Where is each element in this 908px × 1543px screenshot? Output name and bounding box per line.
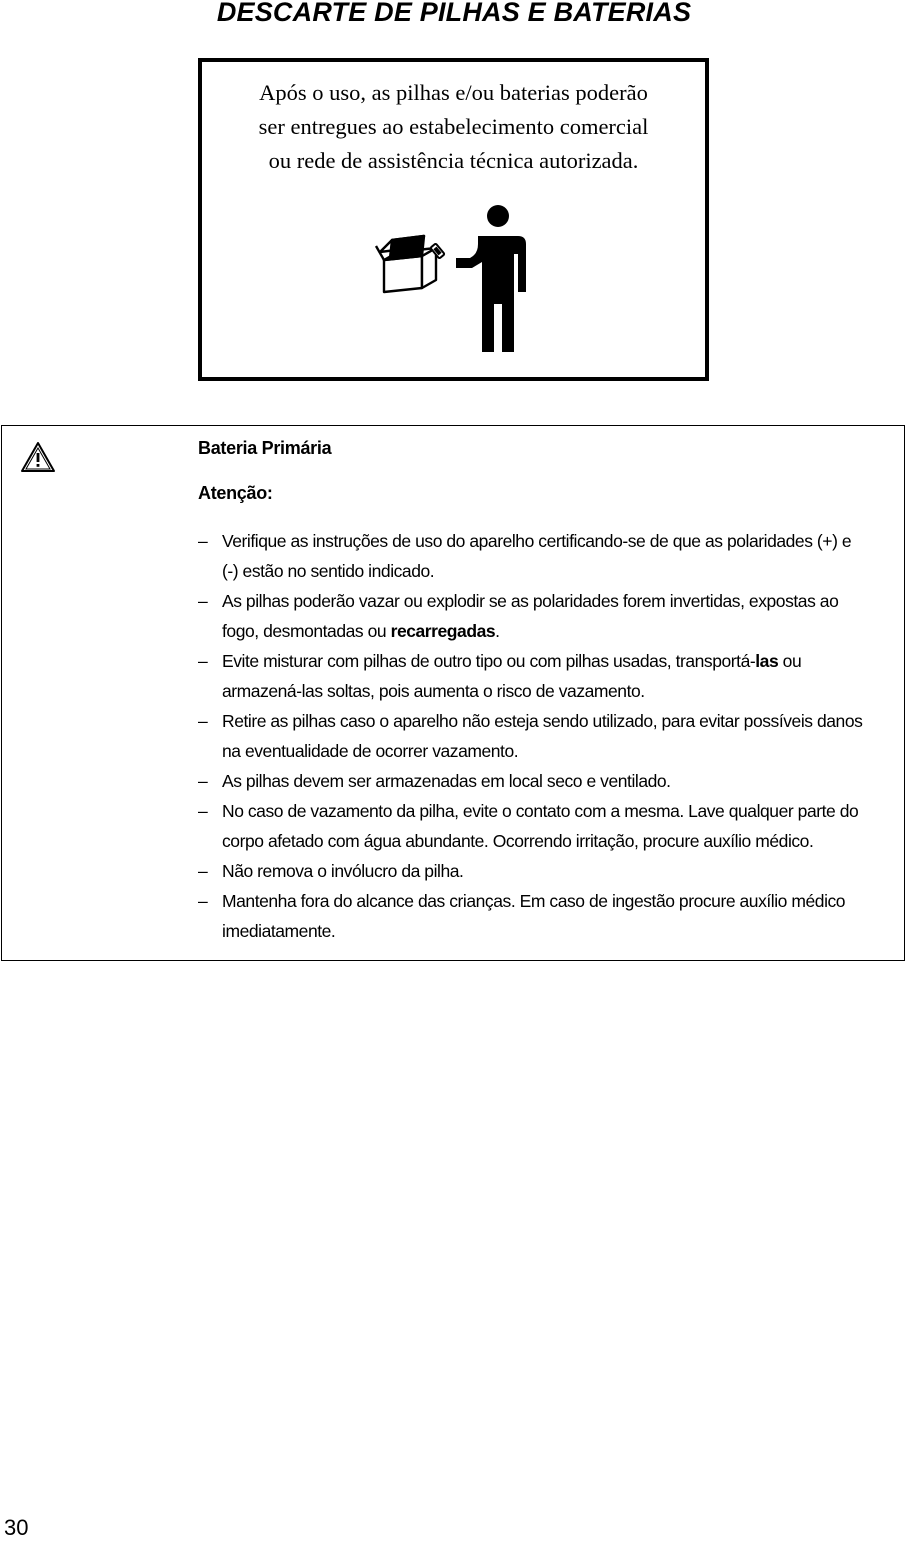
dash-bullet: – <box>198 891 208 911</box>
list-item-line: imediatamente. <box>222 921 336 941</box>
list-item <box>198 646 888 706</box>
list-item-line: Não remova o invólucro da pilha. <box>222 861 464 881</box>
list-item <box>198 586 888 646</box>
emphasis-recarregadas: recarregadas <box>390 621 496 641</box>
collection-box-icon <box>376 236 436 292</box>
list-item-line: No caso de vazamento da pilha, evite o contato com a mesma. Lave qualquer parte do <box>222 801 859 821</box>
dash-bullet: – <box>198 651 208 671</box>
list-item <box>198 796 888 856</box>
list-item-line: na eventualidade de ocorrer vazamento. <box>222 741 519 761</box>
list-item-line: As pilhas devem ser armazenadas em local seco e ventilado. <box>222 771 671 791</box>
list-item-line: Mantenha fora do alcance das crianças. Em caso de ingestão procure auxílio médico <box>222 891 846 911</box>
list-item <box>198 766 888 796</box>
attention-label: Atenção: <box>198 483 273 503</box>
precautions-list <box>198 526 888 946</box>
dash-bullet: – <box>198 531 208 551</box>
list-item <box>198 526 888 586</box>
primary-battery-warning-box <box>1 425 905 961</box>
page-number: 30 <box>4 1515 29 1540</box>
warning-title: Bateria Primária <box>198 438 332 458</box>
disposal-notice-text <box>202 76 705 178</box>
dash-bullet: – <box>198 771 208 791</box>
disposal-notice-line: Após o uso, as pilhas e/ou baterias poderão <box>259 80 648 105</box>
list-item <box>198 856 888 886</box>
list-item-line <box>222 646 888 676</box>
warning-triangle-icon <box>20 441 56 473</box>
disposal-notice-line: ser entregues ao estabelecimento comercial <box>258 114 649 139</box>
dash-bullet: – <box>198 861 208 881</box>
list-item-line: Retire as pilhas caso o aparelho não esteja sendo utilizado, para evitar possíveis danos <box>222 711 863 731</box>
disposal-notice-line: ou rede de assistência técnica autorizada. <box>268 148 639 173</box>
list-item <box>198 706 888 766</box>
disposal-notice-box <box>198 58 709 381</box>
dash-bullet: – <box>198 591 208 611</box>
text-segment: ou <box>778 651 802 671</box>
list-item-line: As pilhas poderão vazar ou explodir se as polaridades forem invertidas, expostas ao <box>222 591 839 611</box>
text-segment: Evite misturar com pilhas de outro tipo ou com pilhas usadas, transportá- <box>222 651 756 671</box>
list-item-line <box>222 616 888 646</box>
person-discarding-battery-icon <box>370 200 540 360</box>
dash-bullet: – <box>198 801 208 821</box>
list-item-line: (-) estão no sentido indicado. <box>222 561 435 581</box>
list-item-line: Verifique as instruções de uso do aparelho certificando-se de que as polaridades (+) e <box>222 531 852 551</box>
list-item-line: armazená-las soltas, pois aumenta o risco de vazamento. <box>222 681 645 701</box>
list-item <box>198 886 888 946</box>
text-segment: . <box>495 621 500 641</box>
dash-bullet: – <box>198 711 208 731</box>
emphasis-las: las <box>755 651 779 671</box>
page-heading: DESCARTE DE PILHAS E BATERIAS <box>216 0 692 27</box>
list-item-line: corpo afetado com água abundante. Ocorrendo irritação, procure auxílio médico. <box>222 831 814 851</box>
text-segment: fogo, desmontadas ou <box>222 621 391 641</box>
person-icon <box>456 205 526 352</box>
